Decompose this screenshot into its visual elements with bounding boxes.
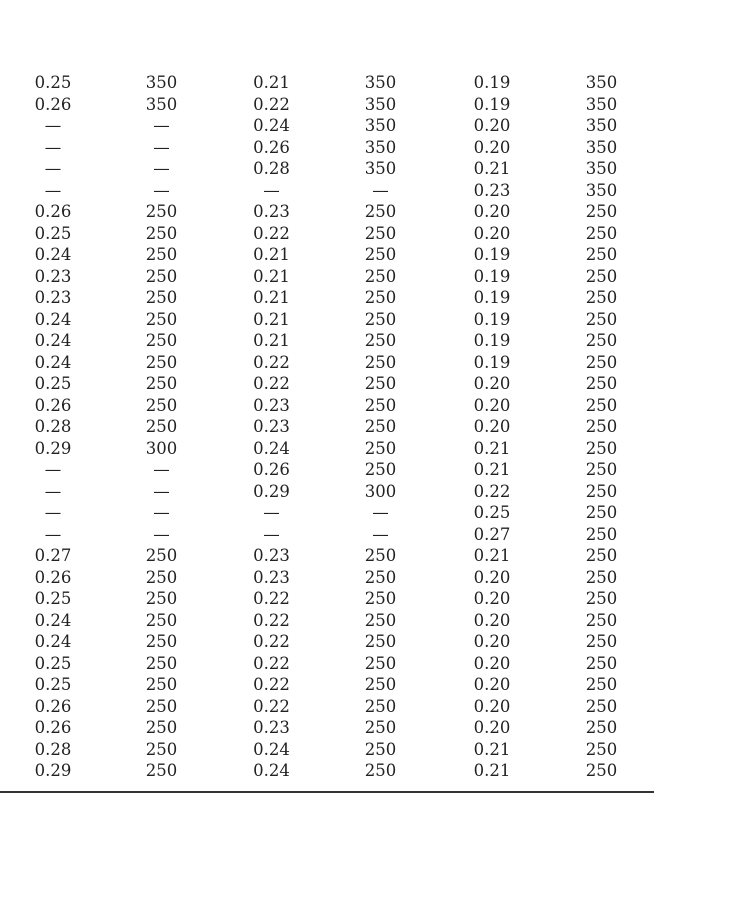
table-cell: 0.24 (253, 761, 290, 780)
table-cell: 0.22 (253, 352, 290, 372)
table-cell: 250 (364, 395, 397, 415)
table-body (0, 72, 654, 782)
table-cell: 0.24 (34, 352, 72, 372)
table-cell: 0.21 (253, 266, 290, 286)
table-cell: 250 (364, 460, 397, 479)
table-cell: 0.21 (473, 460, 511, 479)
table-cell: 250 (585, 481, 618, 501)
table-cell: — (44, 503, 62, 522)
table-row (0, 266, 654, 288)
table-cell: 250 (145, 266, 178, 286)
table-cell: — (44, 180, 62, 200)
table-row (0, 696, 654, 718)
table-cell: 0.27 (34, 546, 72, 565)
table-cell: — (372, 503, 389, 522)
table-row (0, 438, 654, 460)
table-cell: 0.20 (473, 395, 511, 415)
table-cell: 250 (364, 675, 397, 694)
table-cell: 250 (364, 331, 397, 350)
table-cell: 0.21 (253, 331, 290, 350)
table-row (0, 567, 654, 589)
table-row (0, 588, 654, 610)
table-cell: 0.20 (473, 632, 511, 651)
table-cell: 0.24 (34, 610, 72, 630)
table-cell: 250 (364, 352, 397, 372)
table-cell: 250 (145, 739, 178, 759)
table-cell: 350 (585, 137, 618, 157)
table-cell: 250 (585, 524, 618, 544)
table-cell: 250 (364, 266, 397, 286)
table-cell: 250 (585, 202, 618, 221)
table-cell: 250 (585, 309, 618, 329)
table-cell: 0.19 (473, 73, 511, 92)
table-cell: 350 (585, 73, 618, 92)
table-cell: 0.29 (34, 438, 72, 458)
table-cell: 0.20 (473, 374, 511, 393)
table-cell: 0.22 (253, 589, 290, 608)
table-cell: 0.23 (473, 180, 511, 200)
table-cell: 250 (585, 331, 618, 350)
table-cell: 250 (364, 438, 397, 458)
table-cell: 250 (364, 610, 397, 630)
table-cell: 0.23 (253, 718, 290, 737)
table-row (0, 72, 654, 94)
table-cell: 0.20 (473, 653, 511, 673)
table-cell: 0.26 (253, 137, 290, 157)
table-cell: 350 (364, 159, 397, 178)
table-cell: 250 (145, 331, 178, 350)
table-cell: — (44, 460, 62, 479)
table-cell: 0.22 (253, 610, 290, 630)
table-cell: 350 (145, 73, 178, 92)
table-cell: 250 (145, 675, 178, 694)
table-cell: 0.22 (253, 675, 290, 694)
table-cell: 0.20 (473, 116, 511, 135)
table-row (0, 223, 654, 245)
table-cell: 0.22 (253, 632, 290, 651)
table-cell: 250 (145, 288, 178, 307)
table-cell: 250 (585, 374, 618, 393)
table-cell: 0.25 (34, 653, 72, 673)
table-cell: 0.26 (34, 567, 72, 587)
table-cell: 250 (585, 438, 618, 458)
table-row (0, 760, 654, 782)
table-cell: 350 (585, 94, 618, 114)
table-cell: 0.25 (34, 73, 72, 92)
table-cell: 350 (364, 73, 397, 92)
table-cell: 350 (364, 137, 397, 157)
table-cell: 0.25 (34, 675, 72, 694)
table-cell: 250 (145, 223, 178, 243)
table-cell: 0.26 (34, 202, 72, 221)
table-cell: — (153, 116, 170, 135)
table-cell: 0.20 (473, 718, 511, 737)
table-cell: 250 (145, 632, 178, 651)
table-cell: 250 (364, 546, 397, 565)
table-row (0, 201, 654, 223)
table-row (0, 416, 654, 438)
table-cell: 0.26 (34, 696, 72, 716)
table-cell: 0.28 (253, 159, 290, 178)
data-table-container (0, 72, 654, 782)
table-cell: — (153, 460, 170, 479)
table-cell: — (153, 481, 170, 501)
table-cell: — (44, 116, 62, 135)
table-cell: 0.26 (34, 94, 72, 114)
table-cell: 0.20 (473, 589, 511, 608)
table-cell: 0.29 (34, 761, 72, 780)
table-cell: 250 (145, 202, 178, 221)
table-cell: 250 (364, 223, 397, 243)
table-cell: 0.22 (253, 374, 290, 393)
table-cell: 250 (585, 546, 618, 565)
table-cell: 250 (145, 309, 178, 329)
table-row (0, 653, 654, 675)
table-cell: 0.21 (253, 288, 290, 307)
table-row (0, 717, 654, 739)
table-cell: 250 (585, 567, 618, 587)
table-cell: 350 (585, 116, 618, 135)
table-row (0, 137, 654, 159)
table-cell: 0.21 (253, 245, 290, 264)
table-cell: 350 (585, 180, 618, 200)
table-cell: 0.19 (473, 331, 511, 350)
table-cell: — (44, 524, 62, 544)
table-cell: 0.24 (34, 331, 72, 350)
table-cell: 0.24 (34, 309, 72, 329)
table-cell: 250 (364, 739, 397, 759)
table-cell: — (153, 137, 170, 157)
table-row (0, 502, 654, 524)
table-cell: 250 (585, 739, 618, 759)
table-cell: 250 (364, 245, 397, 264)
table-cell: 250 (364, 589, 397, 608)
table-cell: 0.24 (253, 739, 290, 759)
table-cell: 250 (585, 718, 618, 737)
table-cell: 250 (585, 223, 618, 243)
table-row (0, 94, 654, 116)
table-cell: 250 (585, 696, 618, 716)
table-row (0, 330, 654, 352)
table-cell: 0.21 (253, 73, 290, 92)
table-row (0, 459, 654, 481)
table-row (0, 287, 654, 309)
table-cell: 0.21 (473, 761, 511, 780)
table-cell: 0.25 (34, 223, 72, 243)
table-cell: 350 (585, 159, 618, 178)
table-bottom-rule (0, 791, 654, 793)
table-cell: 0.19 (473, 288, 511, 307)
table-cell: 0.24 (253, 116, 290, 135)
table-row (0, 180, 654, 202)
table-cell: — (263, 524, 280, 544)
table-row (0, 395, 654, 417)
table-cell: 0.24 (34, 632, 72, 651)
table-cell: 0.25 (473, 503, 511, 522)
table-row (0, 631, 654, 653)
table-cell: 250 (585, 288, 618, 307)
table-cell: 0.23 (253, 202, 290, 221)
table-cell: 250 (364, 718, 397, 737)
table-cell: 300 (364, 481, 397, 501)
table-cell: 250 (585, 610, 618, 630)
table-cell: 250 (145, 610, 178, 630)
table-cell: 250 (585, 675, 618, 694)
table-cell: 0.29 (253, 481, 290, 501)
table-cell: 350 (145, 94, 178, 114)
table-cell: 0.26 (253, 460, 290, 479)
table-cell: 0.23 (34, 266, 72, 286)
table-cell: 0.23 (253, 567, 290, 587)
table-cell: 250 (364, 761, 397, 780)
table-cell: 250 (364, 653, 397, 673)
table-cell: — (44, 159, 62, 178)
table-row (0, 373, 654, 395)
table-row (0, 524, 654, 546)
table-cell: 250 (145, 696, 178, 716)
table-cell: 0.20 (473, 137, 511, 157)
table-row (0, 545, 654, 567)
table-cell: 250 (364, 417, 397, 436)
table-cell: — (153, 159, 170, 178)
table-cell: 0.22 (253, 696, 290, 716)
table-cell: 250 (364, 374, 397, 393)
table-cell: 0.22 (253, 223, 290, 243)
table-cell: 0.23 (34, 288, 72, 307)
table-cell: 350 (364, 94, 397, 114)
table-cell: 0.25 (34, 589, 72, 608)
table-row (0, 244, 654, 266)
table-row (0, 309, 654, 331)
table-cell: 250 (364, 632, 397, 651)
table-cell: 0.21 (473, 546, 511, 565)
table-cell: 250 (364, 288, 397, 307)
table-cell: — (153, 503, 170, 522)
table-cell: — (153, 180, 170, 200)
table-cell: 0.21 (473, 739, 511, 759)
table-cell: 250 (364, 202, 397, 221)
table-cell: 250 (585, 460, 618, 479)
table-cell: — (263, 503, 280, 522)
table-cell: 250 (585, 761, 618, 780)
table-cell: 250 (145, 374, 178, 393)
table-cell: — (153, 524, 170, 544)
table-cell: 250 (145, 417, 178, 436)
table-cell: 250 (364, 567, 397, 587)
table-cell: 250 (364, 309, 397, 329)
table-cell: — (44, 137, 62, 157)
table-cell: 0.19 (473, 245, 511, 264)
table-cell: 250 (364, 696, 397, 716)
table-row (0, 352, 654, 374)
table-cell: — (263, 180, 280, 200)
table-cell: 0.22 (473, 481, 511, 501)
table-cell: 300 (145, 438, 178, 458)
table-cell: 0.20 (473, 202, 511, 221)
table-cell: 250 (585, 653, 618, 673)
table-cell: 250 (145, 352, 178, 372)
table-cell: 0.21 (473, 159, 511, 178)
table-cell: 0.23 (253, 546, 290, 565)
table-cell: 250 (145, 395, 178, 415)
table-cell: 0.23 (253, 395, 290, 415)
table-cell: 250 (145, 589, 178, 608)
table-row (0, 115, 654, 137)
table-cell: 250 (145, 245, 178, 264)
table-cell: 0.19 (473, 266, 511, 286)
table-cell: 0.19 (473, 352, 511, 372)
table-cell: 0.23 (253, 417, 290, 436)
table-cell: 250 (585, 395, 618, 415)
table-cell: 0.24 (253, 438, 290, 458)
table-cell: 0.28 (34, 739, 72, 759)
table-cell: 0.20 (473, 417, 511, 436)
table-cell: 250 (145, 546, 178, 565)
table-cell: 0.22 (253, 653, 290, 673)
table-cell: 0.20 (473, 675, 511, 694)
table-cell: 250 (585, 632, 618, 651)
table-row (0, 158, 654, 180)
table-cell: 0.21 (473, 438, 511, 458)
table-cell: 0.19 (473, 309, 511, 329)
table-row (0, 674, 654, 696)
table-cell: 250 (585, 417, 618, 436)
table-cell: 250 (145, 761, 178, 780)
table-cell: 250 (145, 653, 178, 673)
table-cell: 0.19 (473, 94, 511, 114)
table-cell: 250 (585, 503, 618, 522)
table-cell: — (372, 524, 389, 544)
table-row (0, 610, 654, 632)
table-cell: 0.20 (473, 223, 511, 243)
table-cell: 250 (585, 266, 618, 286)
table-cell: 250 (145, 567, 178, 587)
data-table (0, 72, 654, 782)
table-cell: 0.26 (34, 395, 72, 415)
table-cell: 250 (585, 352, 618, 372)
table-row (0, 481, 654, 503)
table-row (0, 739, 654, 761)
table-cell: 250 (585, 589, 618, 608)
table-cell: 0.28 (34, 417, 72, 436)
table-cell: 0.20 (473, 610, 511, 630)
table-cell: 0.24 (34, 245, 72, 264)
table-cell: 350 (364, 116, 397, 135)
table-cell: 0.27 (473, 524, 511, 544)
table-cell: 250 (585, 245, 618, 264)
table-cell: 0.22 (253, 94, 290, 114)
table-cell: — (372, 180, 389, 200)
table-cell: 0.20 (473, 567, 511, 587)
table-cell: 0.26 (34, 718, 72, 737)
table-cell: — (44, 481, 62, 501)
table-cell: 0.21 (253, 309, 290, 329)
table-cell: 250 (145, 718, 178, 737)
table-cell: 0.25 (34, 374, 72, 393)
table-cell: 0.20 (473, 696, 511, 716)
